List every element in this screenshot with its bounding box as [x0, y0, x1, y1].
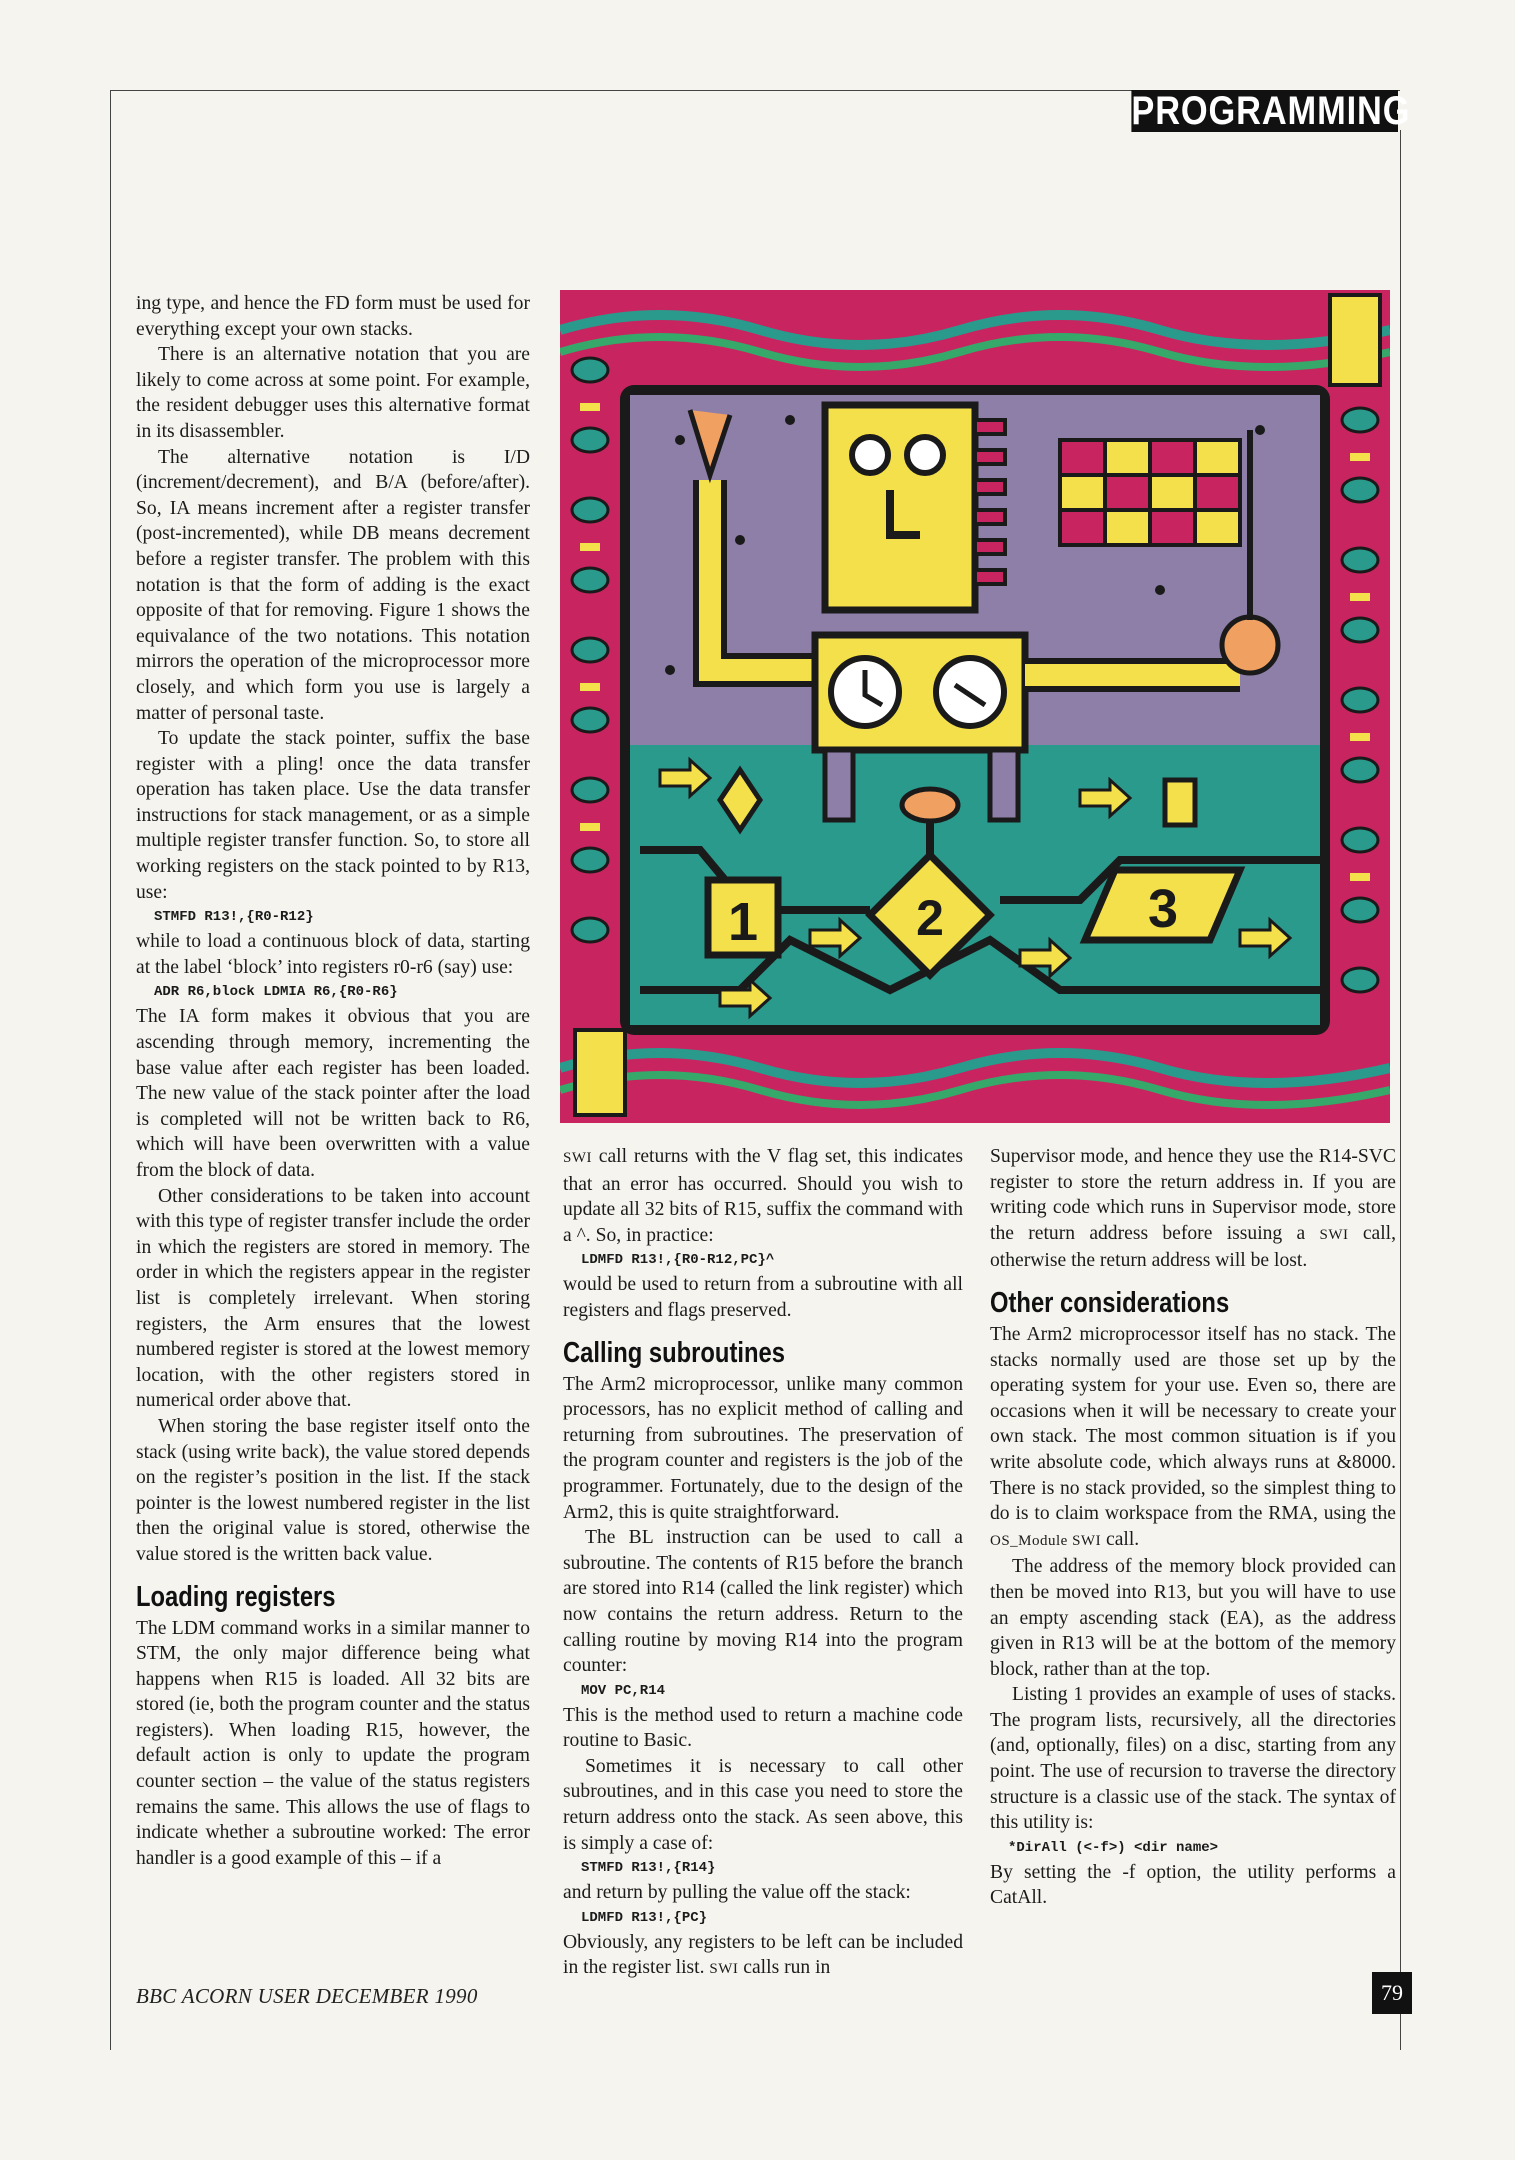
- paragraph: Sometimes it is necessary to call other subroutines, and in this case you need to store the return address onto the stack. As seen above, this is simply a case of:: [563, 1755, 963, 1854]
- subheading: Other considerations: [990, 1286, 1230, 1319]
- robot-flowchart-artwork: [560, 290, 1390, 1123]
- paragraph: [563, 1144, 963, 1248]
- flowchart-box-2-label: 2: [916, 890, 944, 946]
- paragraph: There is an alternative notation that you are likely to come across at some point. For example, the resident debugger uses this alternative format in its disassembler.: [136, 344, 530, 442]
- code-line: ADR R6,block LDMIA R6,{R0-R6}: [154, 984, 398, 1001]
- paragraph-text: call.: [1101, 1528, 1140, 1550]
- paragraph: Other considerations to be taken into account with this type of register transfer include the order in which the registers are stored in memory. The order in which the registers appear in the register list is completely irrelevant. When storing registers, the Arm ensures that the lowest numbered register is stored at the lowest memory location, with the other registers stored in numerical order above that.: [136, 1185, 530, 1412]
- paragraph: The Arm2 microprocessor, unlike many common processors, has no explicit method of calling and returning from subroutines. The preservation of the program counter and registers is the job of the programmer. Fortunately, due to the design of the Arm2, this is quite straightforward.: [563, 1373, 963, 1523]
- robot-illustration: [560, 290, 1390, 1123]
- column-1: [136, 291, 530, 1871]
- paragraph: By setting the -f option, the utility performs a CatAll.: [990, 1861, 1396, 1909]
- paragraph-text: calls run in: [738, 1957, 831, 1979]
- paragraph: This is the method used to return a machine code routine to Basic.: [563, 1704, 963, 1752]
- paragraph-text: Supervisor mode, and hence they use the R14-SVC register to store the return address in. If you are writing code which runs in Supervisor mode, store the return address before issuing a: [990, 1146, 1396, 1244]
- paragraph: The LDM command works in a similar manner to STM, the only major difference being what happens when R15 is loaded. All 32 bits are stored (ie, both the program counter and the status registers). When loading R15, however, the default action is only to update the program counter section – the value of the status registers remains the same. This allows the use of flags to indicate whether a subroutine worked: The error handler is a good example of this – if a: [136, 1617, 530, 1869]
- paragraph-text: call returns with the V flag set, this indicates that an error has occurred. Should you wish to update all 32 bits of R15, suffix the command with a ^. So, in practice:: [563, 1146, 963, 1246]
- swi-term: SWI: [1319, 1226, 1349, 1243]
- paragraph: while to load a continuous block of data, starting at the label ‘block’ into registers r0-r6 (say) use:: [136, 931, 530, 978]
- code-line: LDMFD R13!,{R0-R12,PC}^: [581, 1252, 775, 1269]
- paragraph: The alternative notation is I/D (increment/decrement), and B/A (before/after). So, IA means increment after a register transfer (post-incremented), while DB means decrement before a register transfer. The problem with this notation is that the form of adding is the exact opposite of that for removing. Figure 1 shows the equivalance of the two notations. This notation mirrors the operation of the microprocessor more closely, and which form you use is largely a matter of personal taste.: [136, 446, 530, 724]
- paragraph: and return by pulling the value off the stack:: [563, 1882, 911, 1904]
- paragraph: To update the stack pointer, suffix the base register with a pling! once the data transfer operation has taken place. Use the data transfer instructions for stack management, or as a simple multiple register transfer function. So, to store all working registers on the stack pointed to by R13, use:: [136, 728, 530, 903]
- code-line: MOV PC,R14: [581, 1682, 666, 1699]
- os-module-term: OS_Module SWI: [990, 1532, 1102, 1549]
- subheading: Calling subroutines: [563, 1336, 785, 1369]
- page-number: 79: [1372, 1972, 1412, 2014]
- paragraph: Listing 1 provides an example of uses of stacks. The program lists, recursively, all the directories (and, optionally, files) on a disc, starting from any point. The use of recursion to traverse the directory structure is a classic use of the stack. The syntax of this utility is:: [990, 1684, 1396, 1834]
- section-header: PROGRAMMING: [1131, 89, 1411, 133]
- code-line: STMFD R13!,{R14}: [581, 1860, 716, 1877]
- paragraph: The address of the memory block provided can then be moved into R13, but you will have to use an empty ascending stack (EA), as the address given in R13 will be at the bottom of the memory block, rather than at the top.: [990, 1556, 1396, 1680]
- paragraph-text: The Arm2 microprocessor itself has no stack. The stacks normally used are those set up by the operating system for your use. Even so, there are occasions when it will be necessary to create your own stack. The most common situation is if you write absolute code, which always runs at &8000. There is no stack provided, so the simplest thing to do is to claim workspace from the RMA, using the: [990, 1323, 1396, 1525]
- paragraph: [990, 1144, 1396, 1274]
- magazine-footer: BBC ACORN USER DECEMBER 1990: [136, 1984, 478, 2008]
- paragraph-text: call, otherwise the return address will be lost.: [990, 1222, 1397, 1272]
- flowchart-box-3-label: 3: [1147, 879, 1179, 939]
- flowchart-box-1-label: 1: [727, 892, 759, 952]
- paragraph: The IA form makes it obvious that you are ascending through memory, incrementing the base value after each register has been loaded. The new value of the stack pointer after the load is completed will not be written back to R6, which will have been overwritten with a value from the block of data.: [136, 1006, 530, 1181]
- swi-term: SWI: [709, 1961, 739, 1978]
- subheading: Loading registers: [136, 1580, 336, 1613]
- paragraph-text: Obviously, any registers to be left can be included in the register list.: [563, 1931, 963, 1979]
- paragraph: When storing the base register itself onto the stack (using write back), the value stored depends on the register’s position in the list. If the stack pointer is the lowest numbered register in the list then the original value is stored, otherwise the value stored is the written back value.: [136, 1415, 530, 1565]
- page-frame-left: [110, 90, 111, 2050]
- column-2: [563, 1144, 963, 1983]
- code-line: *DirAll (<-f>) <dir name>: [1008, 1839, 1219, 1856]
- paragraph: The BL instruction can be used to call a subroutine. The contents of R15 before the branch are stored into R14 (called the link register) which now contains the return address. Return to the calling routine by moving R14 into the program counter:: [563, 1527, 963, 1677]
- swi-term: SWI: [563, 1150, 592, 1166]
- page-frame-right: [1400, 130, 1401, 2050]
- column-3: [990, 1144, 1396, 1911]
- paragraph: ing type, and hence the FD form must be used for everything except your own stacks.: [136, 293, 530, 340]
- paragraph: [563, 1930, 963, 1983]
- code-line: STMFD R13!,{R0-R12}: [154, 909, 314, 926]
- paragraph: [990, 1322, 1396, 1554]
- paragraph: would be used to return from a subroutine with all registers and flags preserved.: [563, 1274, 963, 1321]
- code-line: LDMFD R13!,{PC}: [581, 1909, 708, 1926]
